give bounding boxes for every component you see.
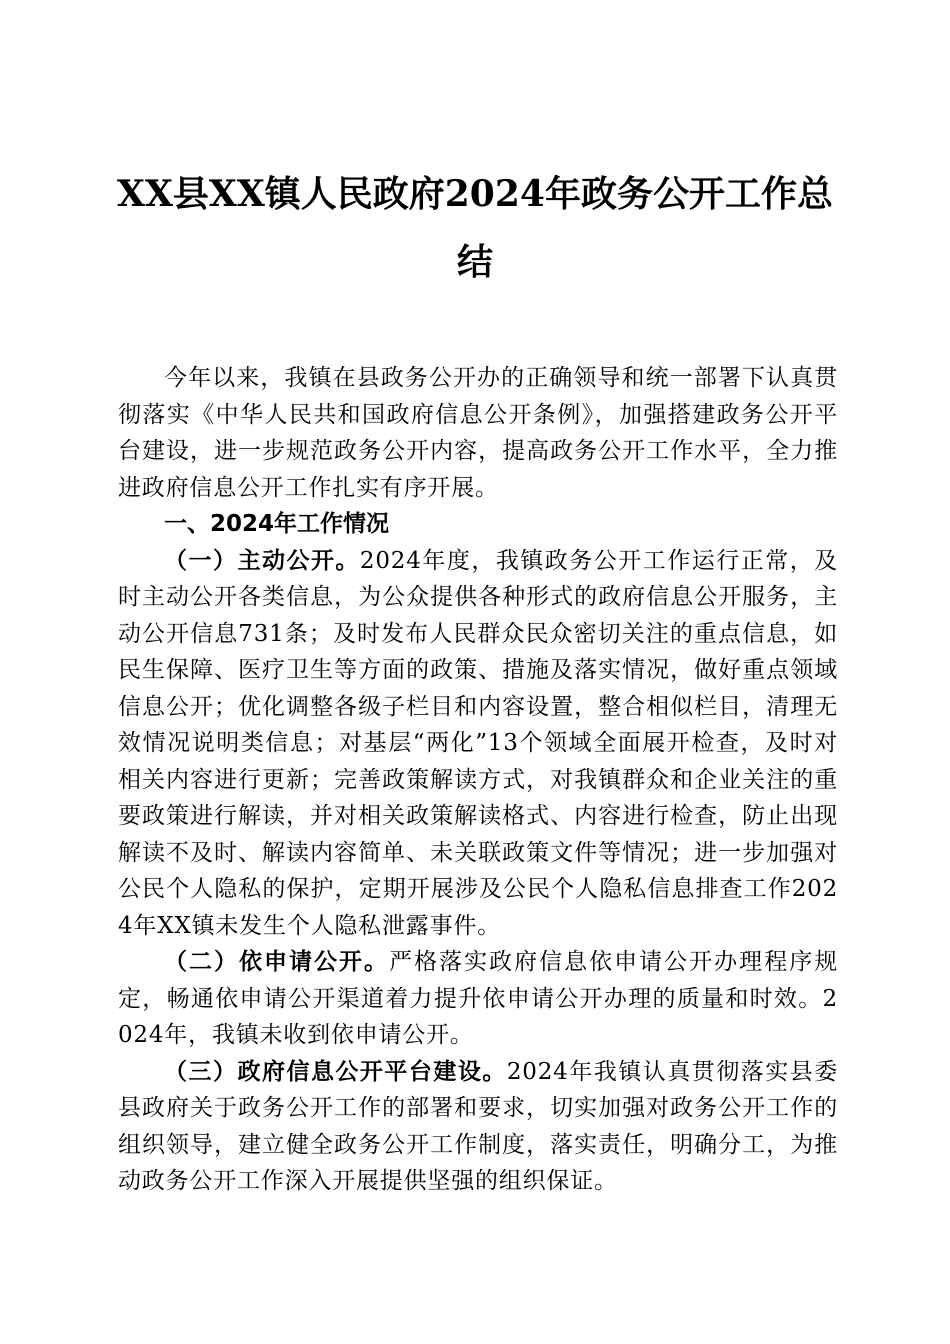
subsection-text-2: 严格落实政府信息依申请公开办理程序规定，畅通依申请公开渠道着力提升依申请公开办理的质量和时效。2024年，我镇未收到依申请公开。: [118, 949, 839, 1048]
intro-paragraph: 今年以来，我镇在县政务公开办的正确领导和统一部署下认真贯彻落实《中华人民共和国政府信息公开条例》，加强搭建政务公开平台建设，进一步规范政务公开内容，提高政务公开工作水平，全力推进政府信息公开工作扎实有序开展。: [118, 365, 838, 501]
document-body: [118, 360, 838, 1200]
subsection-paragraph-1: [118, 543, 838, 945]
subsection-paragraph-3: [118, 1054, 838, 1200]
section-heading-1: 一、2024年工作情况: [164, 511, 390, 537]
subsection-text-3: 2024年我镇认真贯彻落实县委县政府关于政务公开工作的部署和要求，切实加强对政务公开工作的组织领导，建立健全政务公开工作制度，落实责任，明确分工，为推动政务公开工作深入开展提供坚强的组织保证。: [118, 1058, 838, 1194]
subsection-text-1: 2024年度，我镇政务公开工作运行正常，及时主动公开各类信息，为公众提供各种形式的政府信息公开服务，主动公开信息731条；及时发布人民群众民众密切关注的重点信息，如民生保障、医疗卫生等方面的政策、措施及落实情况，做好重点领域信息公开；优化调整各级子栏目和内容设置，整合相似栏目，清理无效情况说明类信息；对基层“两化”13个领域全面展开检查，及时对相关内容进行更新；完善政策解读方式，对我镇群众和企业关注的重要政策进行解读，并对相关政策解读格式、内容进行检查，防止出现解读不及时、解读内容简单、未关联政策文件等情况；进一步加强对公民个人隐私的保护，定期开展涉及公民个人隐私信息排查工作2024年XX镇未发生个人隐私泄露事件。: [118, 547, 838, 939]
subsection-title-1: （一）主动公开。: [164, 547, 360, 574]
document-title-line-2: 结: [456, 241, 493, 283]
subsection-title-3: （三）政府信息公开平台建设。: [164, 1058, 507, 1085]
subsection-paragraph-2: [118, 944, 838, 1054]
document-title-line-1: XX县XX镇人民政府2024年政务公开工作总: [117, 173, 833, 215]
subsection-title-2: （二）依申请公开。: [164, 949, 390, 975]
